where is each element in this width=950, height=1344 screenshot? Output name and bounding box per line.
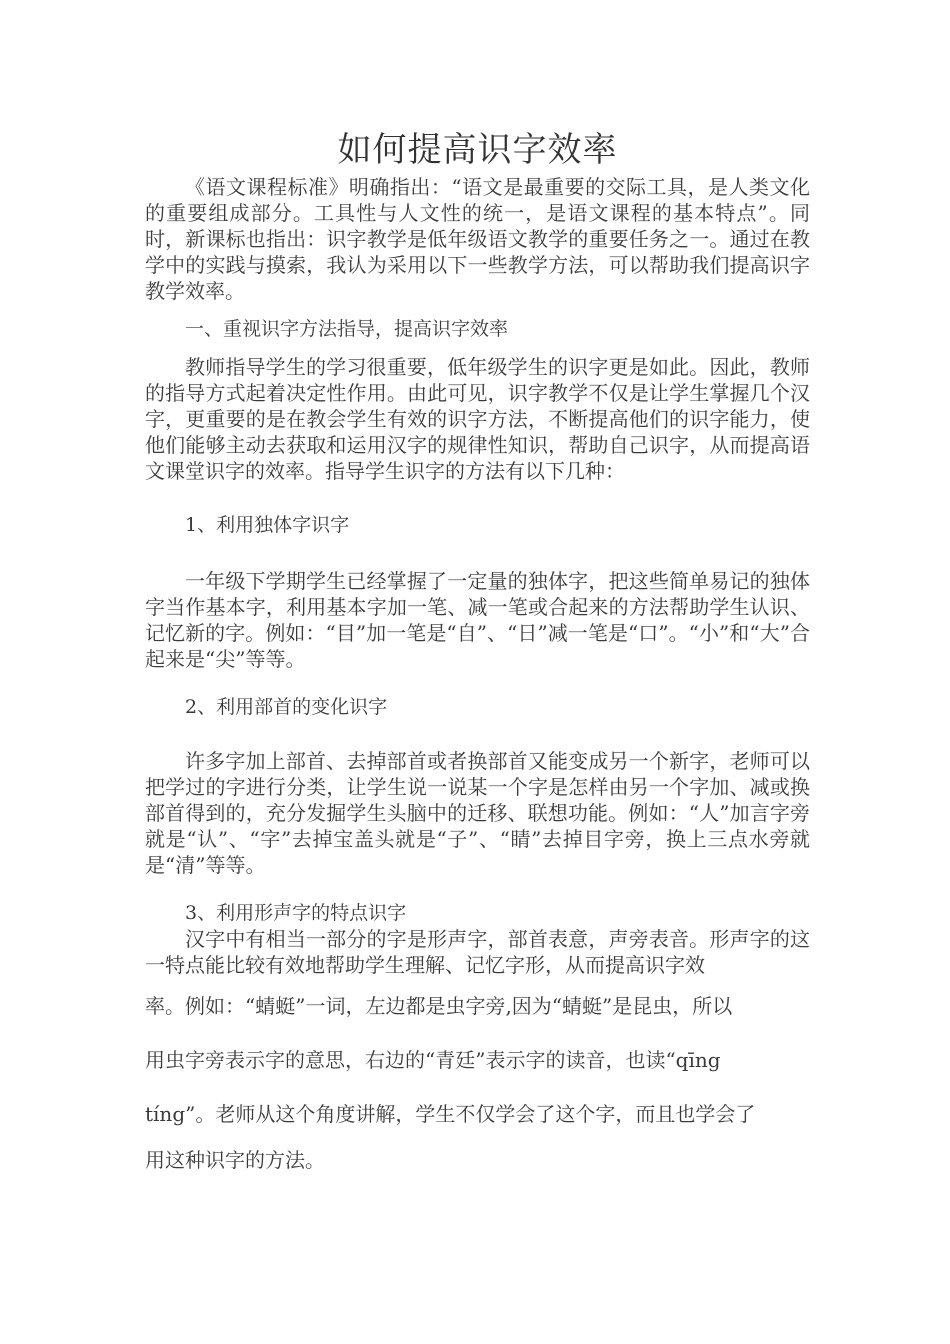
method2-heading: 2、利用部首的变化识字 — [185, 696, 388, 718]
method3-paragraph-lines-1: 汉字中有相当一部分的字是形声字，部首表意，声旁表音。形声字的这一特点能比较有效地帮助学生理解、记忆字形，从而提高识字效 — [145, 927, 810, 977]
document-page — [145, 130, 810, 1182]
method3-paragraph-line-5: 用这种识字的方法。 — [145, 1148, 325, 1172]
method1-heading: 1、利用独体字识字 — [185, 514, 350, 536]
section1-paragraph: 教师指导学生的学习很重要，低年级学生的识字更是如此。因此，教师的指导方式起着决定性作用。由此可见，识字教学不仅是让学生掌握几个汉字，更重要的是在教会学生有效的识字方法，不断提高他们的识字能力，使他们能够主动去获取和运用汉字的规律性知识，帮助自己识字，从而提高语文课堂识字的效率。指导学生识字的方法有以下几种： — [145, 355, 810, 483]
method1-paragraph: 一年级下学期学生已经掌握了一定量的独体字，把这些简单易记的独体字当作基本字，利用基本字加一笔、减一笔或合起来的方法帮助学生认识、记忆新的字。例如：“目”加一笔是“自”、“日”减一笔是“口”。“小”和“大”合起来是“尖”等等。 — [145, 569, 810, 671]
method3-paragraph-line-4: tíng”。老师从这个角度讲解，学生不仅学会了这个字，而且也学会了 — [145, 1102, 756, 1126]
method3-paragraph-line-2: 率。例如：“蜻蜓”一词，左边都是虫字旁,因为“蜻蜓”是昆虫，所以 — [145, 994, 733, 1018]
method3-heading: 3、利用形声字的特点识字 — [185, 902, 407, 924]
method2-paragraph: 许多字加上部首、去掉部首或者换部首又能变成另一个新字，老师可以把学过的字进行分类，让学生说一说某一个字是怎样由另一个字加、减或换部首得到的，充分发掘学生头脑中的迁移、联想功能。例如：“人”加言字旁就是“认”、“字”去掉宝盖头就是“子”、“睛”去掉目字旁，换上三点水旁就是“清”等等。 — [145, 749, 810, 877]
intro-paragraph: 《语文课程标准》明确指出：“语文是最重要的交际工具，是人类文化的重要组成部分。工具性与人文性的统一，是语文课程的基本特点”。同时，新课标也指出：识字教学是低年级语文教学的重要任务之一。通过在教学中的实践与摸索，我认为采用以下一些教学方法，可以帮助我们提高识字教学效率。 — [145, 175, 810, 303]
method3-paragraph-line-3: 用虫字旁表示字的意思，右边的“青廷”表示字的读音，也读“qīng — [145, 1048, 721, 1072]
document-title: 如何提高识字效率 — [337, 130, 618, 170]
section1-heading: 一、重视识字方法指导，提高识字效率 — [185, 318, 509, 340]
